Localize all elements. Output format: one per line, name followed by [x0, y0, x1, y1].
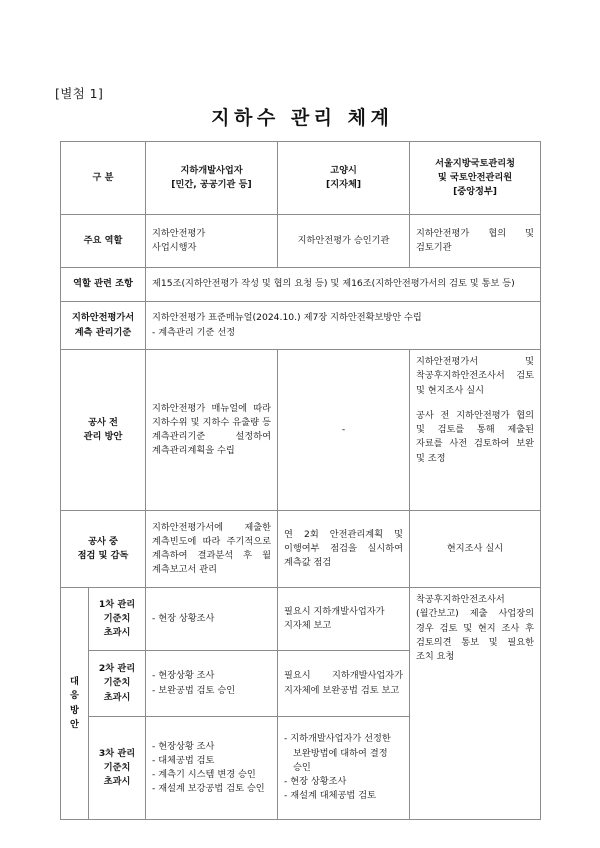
response-level2-label-line3: 초과시	[103, 691, 131, 703]
list-item: - 재설계 보강공법 검토 승인	[152, 783, 265, 795]
header-goyang-line1: 고양시	[330, 164, 357, 176]
table-row-during-construction	[61, 511, 541, 588]
cell-response-level3-goyang	[278, 717, 410, 820]
response-level2-label-line1: 2차 관리	[98, 663, 136, 675]
cell-response-level2-developer	[146, 651, 278, 717]
header-cell-division: 구 분	[61, 142, 146, 215]
table-row-measurement-standard	[61, 302, 541, 350]
groundwater-management-table-wrapper	[60, 141, 541, 820]
during-construction-label-line1: 공사 중	[88, 535, 118, 547]
table-row-response-level1	[61, 588, 541, 651]
header-developer-line2: [민간, 공공기관 등]	[171, 179, 252, 190]
pre-construction-central-para2: 공사 전 지하안전평가 협의 및 검토를 통해 제출된 자료를 사전 검토하여 보완 및 조정	[416, 409, 535, 464]
response-level3-label-line3: 초과시	[103, 776, 131, 788]
list-item: - 보완공법 검토 승인	[152, 684, 236, 696]
during-construction-label-line2: 점검 및 감독	[77, 550, 129, 561]
response-level1-label-line3: 초과시	[103, 627, 131, 639]
table-row-pre-construction	[61, 350, 541, 511]
list-item: - 지하개발사업자가 선정한 보완방법에 대하여 결정 승인	[284, 733, 391, 773]
response-plan-label-text: 대응방안	[70, 676, 79, 730]
header-developer-line1: 지하개발사업자	[180, 164, 243, 176]
cell-pre-construction-developer: 지하안전평가 매뉴얼에 따라 지하수위 및 지하수 유출량 등 계측관리기준 설정하여 계측관리계획을 수립	[146, 350, 278, 511]
response-level3-label-line2: 기준치	[103, 761, 131, 773]
cell-role-clauses-content: 제15조(지하안전평가 작성 및 협의 요청 등) 및 제16조(지하안전평가서의 검토 및 통보 등)	[146, 268, 541, 302]
list-item: - 계측기 시스템 변경 승인	[152, 769, 256, 780]
table-row-role-clauses	[61, 268, 541, 302]
list-item: - 현장 상황조사	[284, 776, 347, 788]
response-level1-label-line2: 기준치	[103, 612, 131, 624]
main-role-developer-line1: 지하안전평가	[152, 227, 206, 239]
measurement-content-line2: - 계측관리 기준 선정	[152, 326, 236, 338]
measurement-label-line2: 계측 관리기준	[74, 326, 132, 338]
header-cell-central-gov	[410, 142, 541, 215]
response-level1-label-line1: 1차 관리	[98, 598, 136, 610]
row-label-pre-construction	[61, 350, 146, 511]
header-central-line2: 및 국토안전관리원	[437, 171, 513, 183]
row-label-response-level3	[89, 717, 146, 820]
cell-pre-construction-goyang: -	[278, 350, 410, 511]
row-label-main-role: 주요 역할	[61, 215, 146, 268]
attachment-label: [별첨 1]	[55, 86, 104, 101]
row-label-measurement-standard	[61, 302, 146, 350]
pre-construction-label-line2: 관리 방안	[83, 431, 123, 442]
list-item: - 재설계 대체공법 검토	[284, 790, 376, 802]
header-central-line3: [중앙정부]	[453, 186, 497, 198]
main-role-developer-line2: 사업시행자	[152, 242, 197, 253]
response-level2-developer-list	[152, 669, 271, 698]
row-label-role-clauses: 역할 관련 조항	[61, 268, 146, 302]
cell-main-role-goyang: 지하안전평가 승인기관	[278, 215, 410, 268]
cell-response-plan-central: 착공후지하안전조사서(월간보고) 제출 사업장의 경우 검토 및 현지 조사 후 검토의견 통보 및 필요한 조치 요청	[410, 588, 541, 820]
cell-measurement-standard-content	[146, 302, 541, 350]
row-label-response-level2	[89, 651, 146, 717]
cell-during-construction-central: 현지조사 실시	[410, 511, 541, 588]
row-label-response-level1	[89, 588, 146, 651]
response-level3-goyang-list	[284, 732, 403, 803]
header-cell-goyang	[278, 142, 410, 215]
response-level1-developer-list	[152, 612, 271, 626]
list-item: - 현장상황 조사	[152, 670, 215, 682]
table-row-main-role	[61, 215, 541, 268]
cell-response-level1-developer	[146, 588, 278, 651]
cell-response-level3-developer	[146, 717, 278, 820]
cell-response-level1-goyang: 필요시 지하개발사업자가 지자체 보고	[278, 588, 410, 651]
pre-construction-label-line1: 공사 전	[88, 416, 118, 428]
header-central-line1: 서울지방국토관리청	[435, 157, 515, 169]
header-goyang-line2: [지자체]	[326, 179, 362, 190]
row-label-during-construction	[61, 511, 146, 588]
pre-construction-central-para1: 지하안전평가서 및 착공후지하안전조사서 검토 및 현지조사 실시	[416, 356, 535, 396]
response-level3-label-line1: 3차 관리	[98, 747, 136, 759]
list-item: - 현장상황 조사	[152, 740, 215, 752]
cell-during-construction-goyang: 연 2회 안전관리계획 및 이행여부 점검을 실시하여 계측값 점검	[278, 511, 410, 588]
list-item: - 현장 상황조사	[152, 612, 215, 624]
cell-during-construction-developer: 지하안전평가서에 제출한 계측빈도에 따라 주기적으로 계측하여 결과분석 후 월 계측보고서 관리	[146, 511, 278, 588]
groundwater-management-table	[60, 141, 541, 820]
response-level3-developer-list	[152, 740, 271, 797]
response-level2-label-line2: 기준치	[103, 677, 131, 689]
cell-pre-construction-central	[410, 350, 541, 511]
table-header-row	[61, 142, 541, 215]
cell-response-level2-goyang: 필요시 지하개발사업자가 지자체에 보완공법 검토 보고	[278, 651, 410, 717]
row-group-label-response-plan	[61, 588, 89, 820]
measurement-content-line1: 지하안전평가 표준매뉴얼(2024.10.) 제7장 지하안전확보방안 수립	[152, 312, 422, 324]
cell-main-role-central: 지하안전평가 협의 및 검토기관	[410, 215, 541, 268]
header-cell-developer	[146, 142, 278, 215]
cell-main-role-developer	[146, 215, 278, 268]
measurement-label-line1: 지하안전평가서	[71, 312, 135, 324]
page-title: 지하수 관리 체계	[211, 107, 394, 129]
list-item: - 대체공법 검토	[152, 754, 215, 766]
